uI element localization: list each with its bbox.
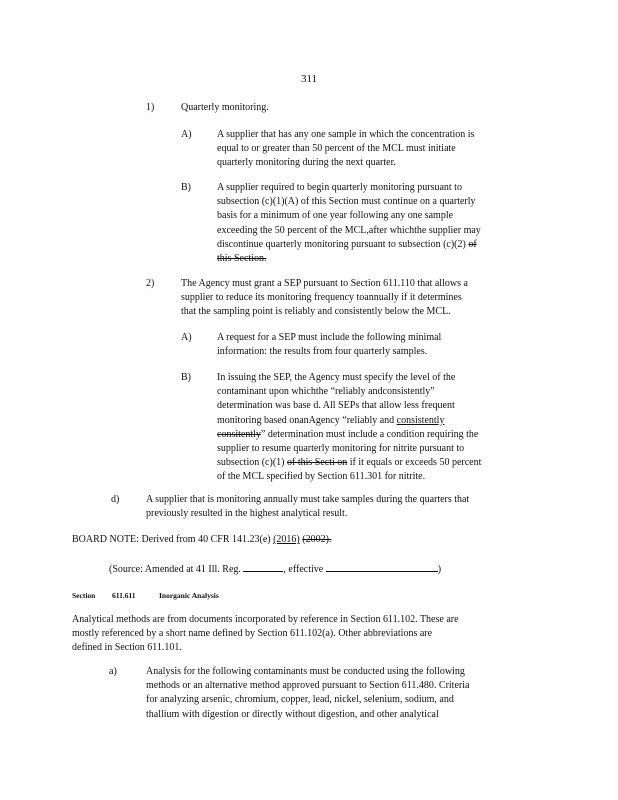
text-line: basis for a minimum of one year following any one sample <box>217 210 454 222</box>
text-line: supplier to resume quarterly monitoring for nitrite pursuant to <box>217 443 465 455</box>
deleted-text: of this Secti on <box>286 457 348 469</box>
deleted-text: (2002). <box>302 534 332 545</box>
text-line: A supplier that is monitoring annually must take samples during the quarters that <box>146 494 470 505</box>
text-line: equal to or greater than 50 percent of the MCL must initiate <box>217 143 456 155</box>
item-2b-text <box>217 371 533 485</box>
text-line: that the sampling point is reliably and consistently below the MCL. <box>181 306 451 318</box>
item-2a-text <box>217 331 487 359</box>
item-2-number: 2) <box>146 278 155 289</box>
deleted-text: of <box>468 238 477 250</box>
item-1a-label: A) <box>181 129 192 140</box>
text-line: The Agency must grant a SEP pursuant to Section 611.110 that allows a <box>181 278 468 289</box>
text-line: quarterly monitoring during the next quarter. <box>217 157 396 169</box>
text-line: A request for a SEP must include the following minimal <box>217 332 442 343</box>
source-prefix: (Source: Amended at 41 Ill. Reg. <box>109 564 241 575</box>
item-1a-text <box>217 128 529 171</box>
section-title: Inorganic Analysis <box>159 591 219 600</box>
text-line: Analytical methods are from documents incorporated by reference in Section 611.102. These are <box>72 614 459 625</box>
text-line: exceeding the 50 percent of the MCL,after whichthe supplier may <box>217 224 481 236</box>
text-line: information: the results from four quarterly samples. <box>217 346 428 358</box>
text-line: methods or an alternative method approved pursuant to Section 611.480. Criteria <box>146 680 470 692</box>
item-d-label: d) <box>111 494 120 505</box>
item-1b-text <box>217 181 533 266</box>
text-segment: monitoring based onanAgency “reliably and <box>217 414 395 426</box>
inserted-text: consistently <box>396 414 445 426</box>
text-line: defined in Section 611.101. <box>72 642 182 654</box>
text-segment: subsection (c)(1) <box>217 457 285 469</box>
text-line: A supplier that has any one sample in which the concentration is <box>217 129 475 140</box>
text-line: supplier to reduce its monitoring frequency toannually if it determines <box>181 292 462 304</box>
text-line: thallium with digestion or directly without digestion, and other analytical <box>146 708 439 720</box>
text-line: of the MCL specified by Section 611.301 for nitrite. <box>217 471 426 483</box>
deleted-text: this Section. <box>217 253 267 265</box>
intro-paragraph <box>72 613 539 656</box>
text-line <box>217 252 533 266</box>
text-segment: discontinue quarterly monitoring pursuant to subsection (c)(2) <box>217 238 466 250</box>
item-a-label: a) <box>109 666 117 677</box>
section-label: Section <box>72 591 96 600</box>
deleted-text: consitently <box>217 428 261 440</box>
source-note <box>109 561 441 577</box>
text-line <box>217 238 533 252</box>
source-mid: , effective <box>283 564 324 575</box>
item-a-text <box>146 665 534 722</box>
inserted-text: (2016) <box>273 534 300 545</box>
source-suffix: ) <box>437 564 442 575</box>
text-line: for analyzing arsenic, chromium, copper, lead, nickel, selenium, sodium, and <box>146 694 454 706</box>
text-line: A supplier required to begin quarterly monitoring pursuant to <box>217 182 462 193</box>
text-line: Analysis for the following contaminants must be conducted using the following <box>146 666 465 677</box>
item-2-text <box>181 277 531 320</box>
page-number: 311 <box>300 73 318 85</box>
board-note <box>72 533 331 547</box>
text-line <box>217 456 533 470</box>
section-number: 611.611 <box>112 591 136 600</box>
text-line: previously resulted in the highest analytical result. <box>146 508 348 520</box>
blank-line <box>243 561 283 572</box>
item-1-number: 1) <box>146 102 155 113</box>
text-segment: if it equals or exceeds 50 percent <box>349 457 482 469</box>
item-1-title: Quarterly monitoring. <box>181 102 269 113</box>
text-line: determination was base d. All SEPs that allow less frequent <box>217 400 455 412</box>
text-line: mostly referenced by a short name defined by Section 611.102(a). Other abbreviations are <box>72 628 433 640</box>
blank-line <box>326 561 438 572</box>
item-2b-label: B) <box>181 372 191 383</box>
text-line <box>217 414 533 428</box>
text-line <box>217 428 533 442</box>
text-line: subsection (c)(1)(A) of this Section must continue on a quarterly <box>217 196 476 208</box>
text-line: In issuing the SEP, the Agency must specify the level of the <box>217 372 456 383</box>
board-note-text: BOARD NOTE: Derived from 40 CFR 141.23(e) <box>72 534 271 545</box>
item-d-text <box>146 493 534 521</box>
text-line: contaminant upon whichthe “reliably andconsistently” <box>217 386 435 398</box>
item-2a-label: A) <box>181 332 192 343</box>
text-segment: ” determination must include a condition requiring the <box>260 428 479 440</box>
item-1b-label: B) <box>181 182 191 193</box>
